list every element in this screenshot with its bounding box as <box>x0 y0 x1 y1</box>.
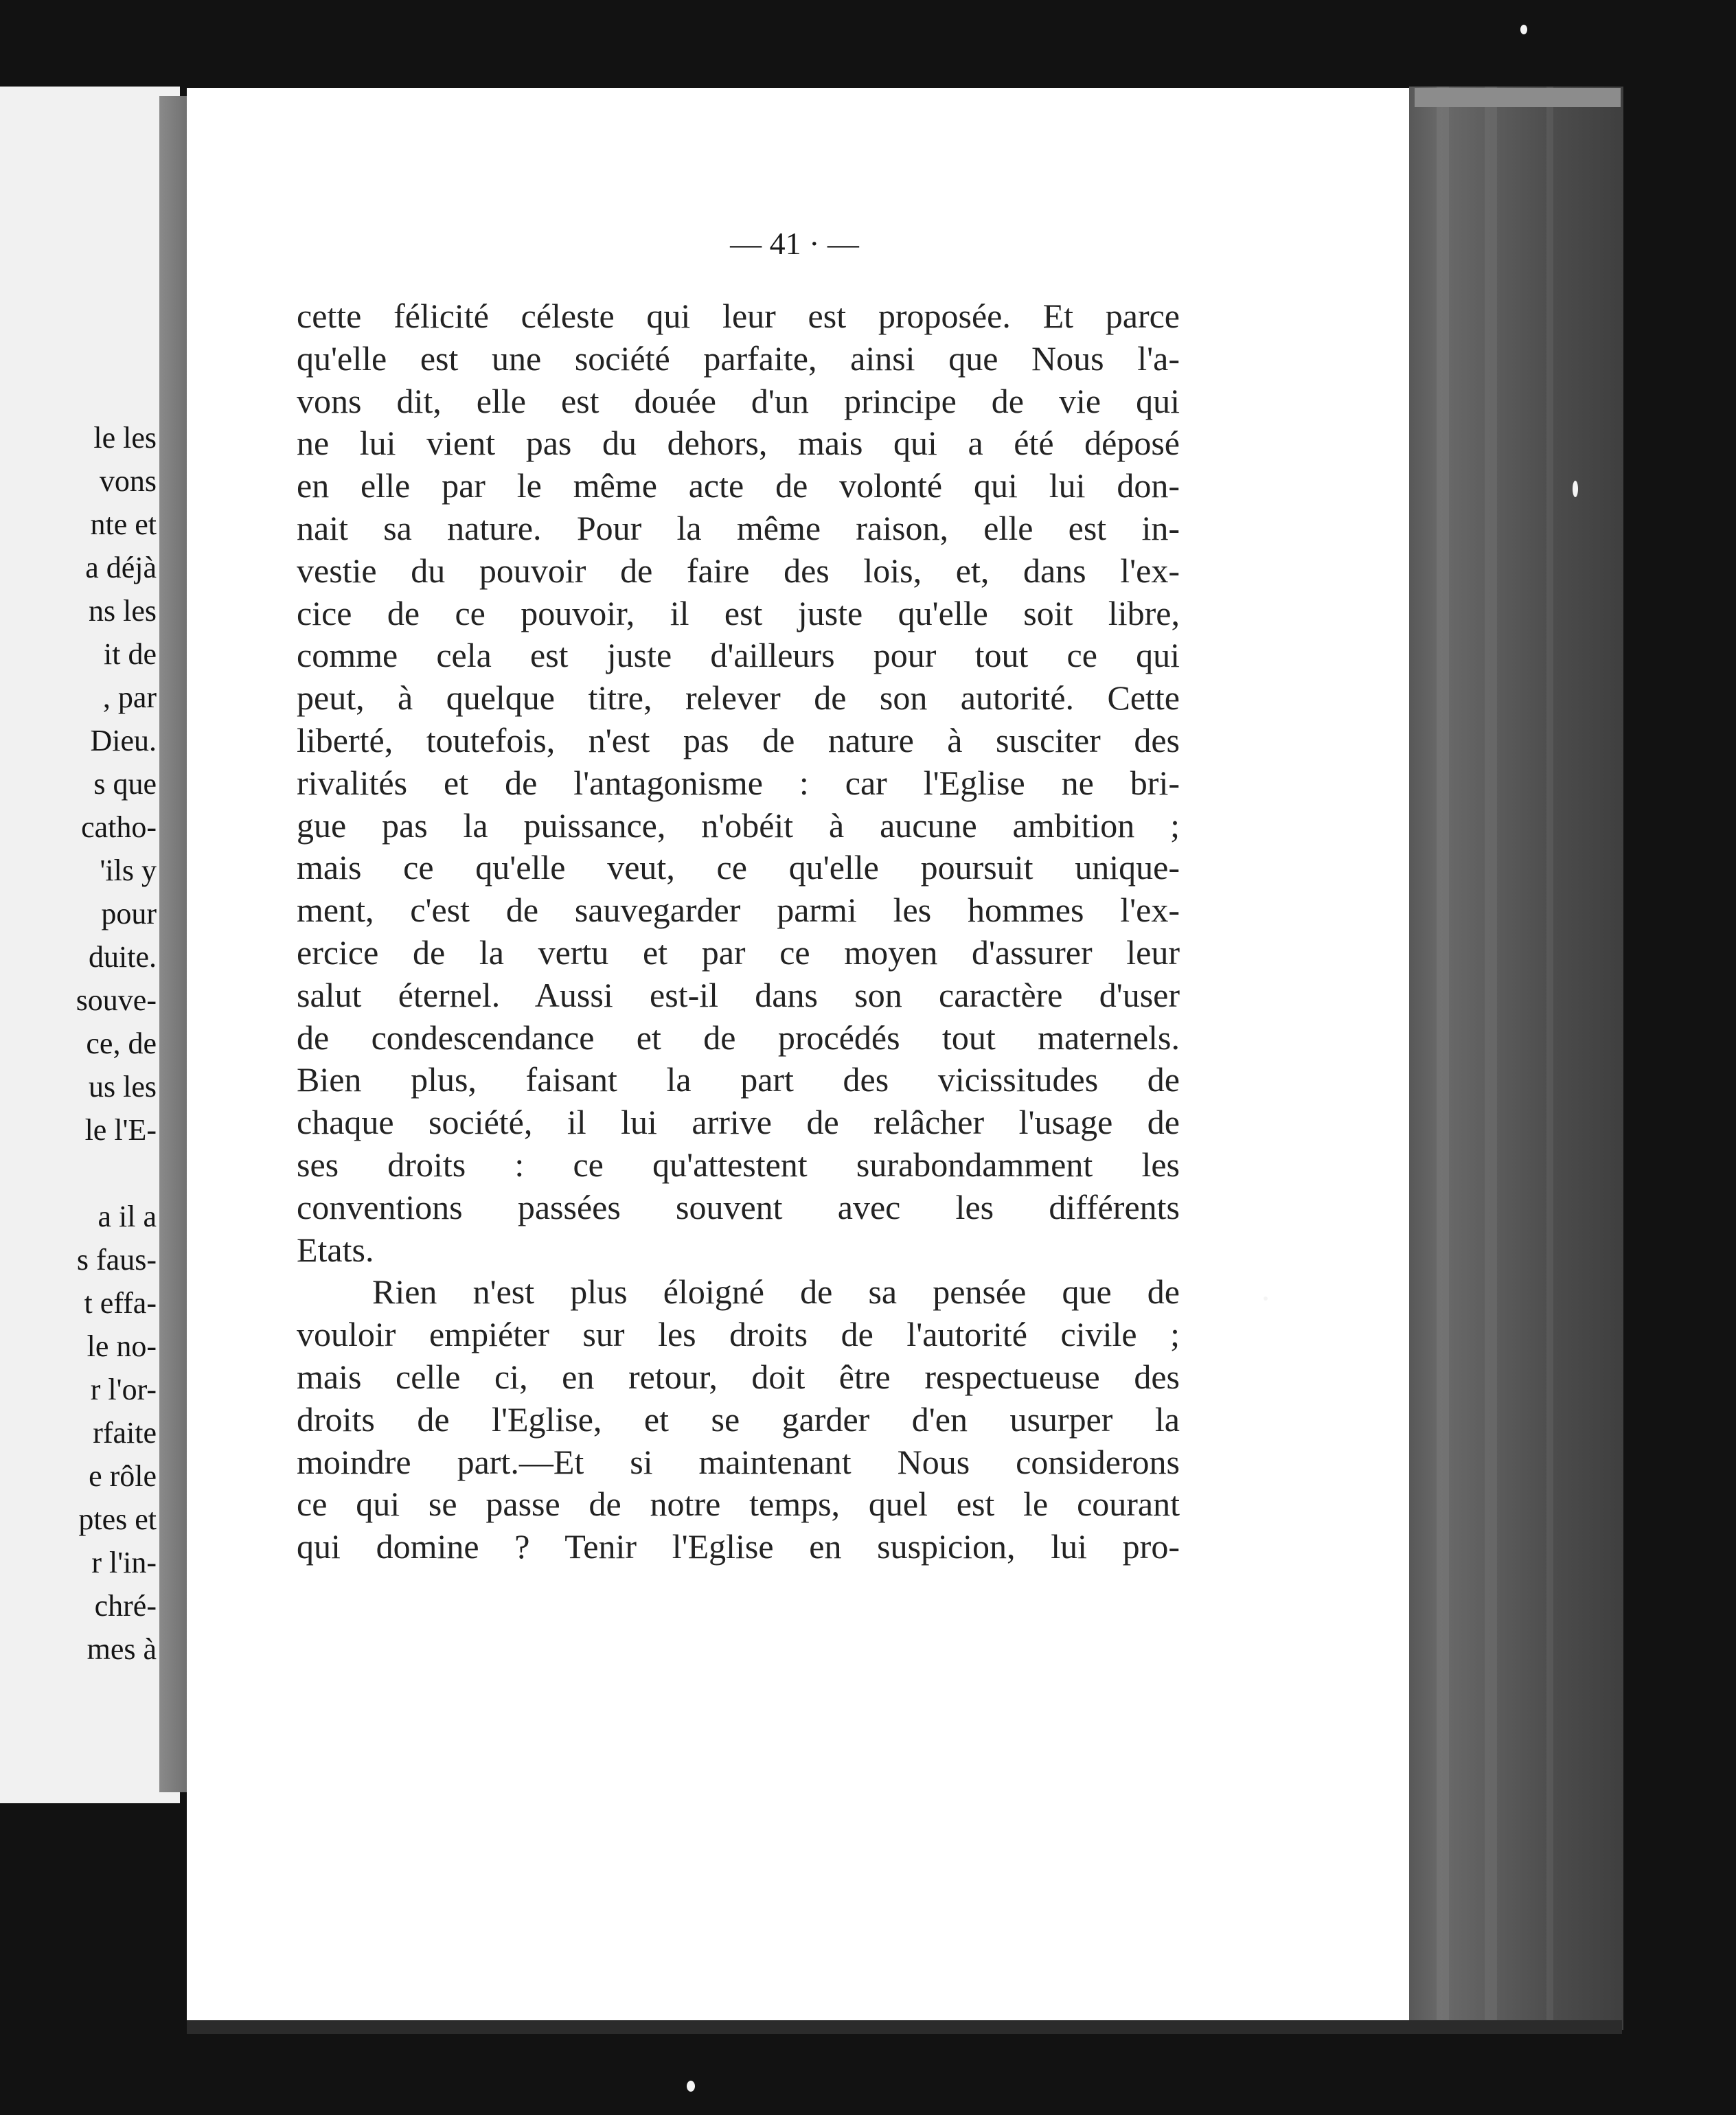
left-line: mes à <box>87 1632 157 1666</box>
text-line: ne lui vient pas du dehors, mais qui a été déposé <box>297 424 1180 463</box>
page-number: — 41 · — <box>730 226 859 261</box>
left-line: 'ils y <box>100 854 157 887</box>
text-line: vons dit, elle est douée d'un principe de vie qui <box>297 381 1180 420</box>
text-line: cice de ce pouvoir, il est juste qu'elle soit libre, <box>297 593 1180 632</box>
left-line: duite. <box>89 940 157 974</box>
text-line: chaque société, il lui arrive de relâcher l'usage de <box>297 1103 1180 1142</box>
left-line: us les <box>89 1070 157 1104</box>
text-line: ment, c'est de sauvegarder parmi les hommes l'ex- <box>297 891 1180 930</box>
text-line: moindre part.—Et si maintenant Nous considerons <box>297 1442 1180 1481</box>
dust-speck <box>1264 1296 1268 1301</box>
text-line: ce qui se passe de notre temps, quel est le courant <box>297 1485 1180 1524</box>
left-line <box>0 1152 157 1195</box>
dust-speck <box>1573 481 1578 497</box>
left-line: ns les <box>89 594 157 628</box>
left-line: nte et <box>90 507 157 541</box>
left-page <box>0 87 180 1803</box>
text-line: conventions passées souvent avec les différents <box>297 1187 1180 1226</box>
left-line: t effa- <box>84 1286 157 1320</box>
left-line: r l'in- <box>91 1546 157 1579</box>
main-page <box>187 88 1409 2033</box>
left-line: pour <box>101 897 157 930</box>
text-line: droits de l'Eglise, et se garder d'en usurper la <box>297 1399 1180 1439</box>
text-line: nait sa nature. Pour la même raison, elle est in- <box>297 508 1180 547</box>
text-line: en elle par le même acte de volonté qui lui don- <box>297 466 1180 505</box>
left-line: s faus- <box>76 1243 157 1277</box>
text-line: liberté, toutefois, n'est pas de nature à susciter des <box>297 720 1180 759</box>
text-line: vestie du pouvoir de faire des lois, et, dans l'ex- <box>297 551 1180 590</box>
text-line: rivalités et de l'antagonisme : car l'Eglise ne bri- <box>297 763 1180 802</box>
left-line: a il a <box>98 1200 157 1233</box>
text-line: de condescendance et de procédés tout maternels. <box>297 1018 1180 1057</box>
left-line: Dieu. <box>90 724 157 757</box>
text-line: comme cela est juste d'ailleurs pour tout ce qui <box>297 636 1180 675</box>
text-line: mais celle ci, en retour, doit être respectueuse des <box>297 1357 1180 1396</box>
left-line: ptes et <box>78 1502 157 1536</box>
text-line: Etats. <box>297 1230 374 1269</box>
text-line: gue pas la puissance, n'obéit à aucune ambition ; <box>297 805 1180 845</box>
text-line: Rien n'est plus éloigné de sa pensée que de <box>372 1272 1180 1312</box>
page-body <box>297 295 1180 1568</box>
text-line: ercice de la vertu et par ce moyen d'assurer leur <box>297 933 1180 972</box>
left-line: s que <box>93 767 157 801</box>
page-edge-highlight <box>1485 87 1497 2030</box>
dust-speck <box>1520 25 1527 34</box>
left-line: ce, de <box>86 1027 157 1060</box>
left-line: le no- <box>87 1329 157 1363</box>
left-line: chré- <box>94 1589 157 1623</box>
left-line: e rôle <box>89 1459 157 1493</box>
text-line: cette félicité céleste qui leur est proposée. Et parce <box>297 297 1180 335</box>
text-line: qu'elle est une société parfaite, ainsi que Nous l'a- <box>297 339 1180 378</box>
left-line: a déjà <box>85 551 157 584</box>
text-line: Bien plus, faisant la part des vicissitudes de <box>297 1060 1180 1099</box>
left-line: vons <box>99 464 157 498</box>
left-line: rfaite <box>93 1416 157 1450</box>
page-edges <box>1409 87 1623 2030</box>
text-line: vouloir empiéter sur les droits de l'autorité civile ; <box>297 1315 1180 1354</box>
page-edge-highlight <box>1437 87 1449 2030</box>
text-line: salut éternel. Aussi est-il dans son caractère d'user <box>297 975 1180 1014</box>
left-line: it de <box>104 637 157 671</box>
dust-speck <box>687 2081 695 2092</box>
left-line: le les <box>93 421 157 455</box>
page-edge-highlight <box>1546 87 1553 2030</box>
left-line: r l'or- <box>90 1373 157 1406</box>
text-line: qui domine ? Tenir l'Eglise en suspicion, lui pro- <box>297 1527 1180 1566</box>
left-line: souve- <box>76 983 157 1017</box>
page-bottom-shadow <box>187 2020 1622 2034</box>
left-page-text <box>0 416 157 1671</box>
page-edges-top <box>1415 88 1621 107</box>
text-line: peut, à quelque titre, relever de son autorité. Cette <box>297 678 1180 718</box>
text-line: mais ce qu'elle veut, ce qu'elle poursuit unique- <box>297 848 1180 887</box>
left-line: le l'E- <box>84 1113 157 1147</box>
left-line: catho- <box>81 810 157 844</box>
text-line: ses droits : ce qu'attestent surabondamment les <box>297 1145 1180 1184</box>
left-line: , par <box>102 681 157 714</box>
